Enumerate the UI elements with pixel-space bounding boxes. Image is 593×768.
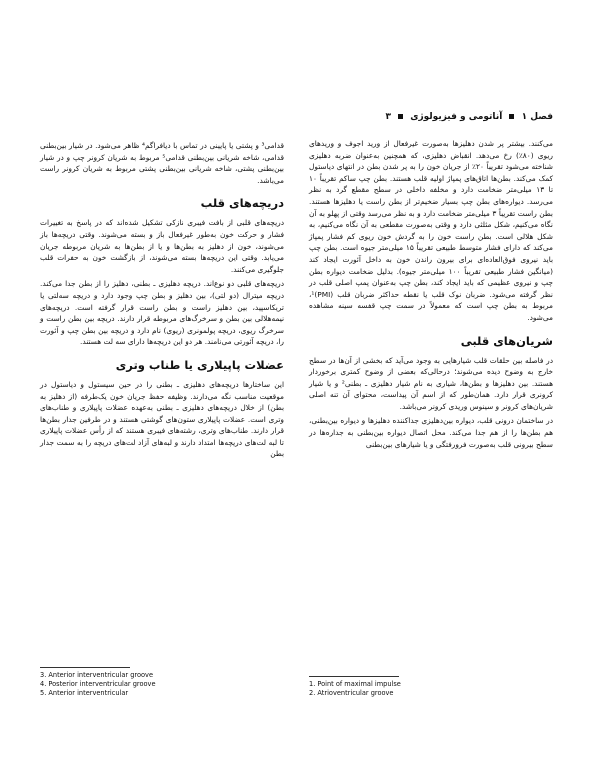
section-heading-papillary-muscles: عضلات پاپیلاری یا طناب وتری (115, 357, 284, 372)
footnote: 3. Anterior interventricular groove (40, 671, 153, 679)
bullet-square-icon (398, 114, 403, 119)
footnote: 4. Posterior interventricular groove (40, 680, 156, 688)
section-heading-valves: دریچه‌های قلب (200, 196, 284, 211)
paragraph: قدامی³ و پشتی یا پایینی در تماس با دیافراگم⁴ ظاهر می‌شود. در شیار بین‌بطنی قدامی، شاخه شریانی بین‌بطنی قدامی⁵ مربوط به شریان کرونر چپ و در شیار بین‌بطنی پشتی، شاخه شریانی بین‌بطنی پشتی مربوط به شریان کرونر راست می‌باشد. (40, 141, 284, 185)
footnote-rule (309, 676, 399, 677)
bullet-square-icon (509, 114, 514, 119)
page-number: ۳ (385, 112, 391, 122)
paragraph: این ساختارها دریچه‌های دهلیزی ـ بطنی را در حین سیستول و دیاستول در موقعیت مناسب نگه می‌دارند. وظیفه حفظ جریان خون یک‌طرفه (از دهلیز به بطن) از خلال دریچه‌های دهلیزی ـ بطنی به‌عهده عضلات پاپیلاری و طناب‌های وتری است. عضلات پاپیلاری ستون‌های گوشتی هستند و در طرفین جدار بطن‌ها قرار دارند. طناب‌های وتری، رشته‌های فیبری هستند که از رأس عضلات پاپیلاری تا لبه لت‌های دریچه‌ها امتداد دارند و لبه‌های آزاد لت‌های دریچه را به سمت جدار بطن (40, 379, 284, 459)
paragraph: در فاصله بین حلقات قلب شیارهایی به وجود می‌آید که بخشی از آن‌ها در سطح خارج به وضوح دیده می‌شوند؛ درحالی‌که بعضی از وضوح کمتری برخوردار هستند. بین دهلیزها و بطن‌ها، شیاری به نام شیار دهلیزی ـ بطنی² و یا شیار کرونری قرار دارد. همان‌طور که از اسم آن پیداست، محتوای آن تنه اصلی شریان‌های کرونر و سینوس وریدی کرونر می‌باشد. (309, 355, 553, 411)
footnote: 2. Atrioventricular groove (309, 689, 394, 697)
running-header (40, 112, 553, 128)
footnote-rule (40, 667, 130, 668)
right-column (309, 138, 553, 453)
chapter-label: فصل ۱ (521, 112, 553, 122)
footnote: 1. Point of maximal impulse (309, 680, 401, 688)
chapter-title: آناتومی و فیزیولوژی (410, 112, 503, 122)
paragraph: در ساختمان درونی قلب، دیواره بین‌دهلیزی جداکننده دهلیزها و دیواره بین‌بطنی، هم بطن‌ها را از هم جدا می‌کند. محل اتصال دیواره بین‌بطنی به جداره‌ها در سطح بیرونی قلب به‌صورت فرورفتگی و یا شیارهای بین‌بطنی (309, 416, 553, 449)
paragraph: دریچه‌های قلبی از بافت فیبری نازکی تشکیل شده‌اند که در پاسخ به تغییرات فشار و حرکت خون به‌طور غیرفعال باز و بسته می‌شوند. وقتی دریچه‌ها باز می‌شوند، خون از دهلیز به بطن‌ها و یا از بطن‌ها به شریان مربوطه جریان می‌یابد. وقتی این دریچه‌ها بسته می‌شوند، از بازگشت خون به حفرات قلب جلوگیری می‌کنند. (40, 218, 284, 274)
paragraph: می‌کنند. بیشتر پر شدن دهلیزها به‌صورت غیرفعال از ورید اجوف و وریدهای ریوی (۸۰٪) رخ می‌دهد. انقباض دهلیزی، که همچنین به‌عنوان ضربه دهلیزی شناخته می‌شود تقریباً ۲۰٪ از جریان خون را به پر شدن بطن در انتهای دیاستول کمک می‌کند. بطن‌ها اتاق‌های پمپاژ اولیه قلب هستند. بطن چپ ساکم تقریباً ۱۰ تا ۱۳ میلی‌متر ضخامت دارد و مخلفه داخلی در سطح مقطع گرد به نظر می‌رسد. دیواره‌های بطن چپ بسیار ضخیم‌تر از بطن راست یا دهلیزها هستند. بطن راست تقریباً ۳ میلی‌متر ضخامت دارد و به نظر می‌رسد وقتی از پهلو به آن نگاه می‌کنیم، شکل مثلثی دارد و وقتی به‌صورت مقطعی به آن نگاه می‌کنیم، به شکل هلالی است. بطن راست خون را به گردش خون ریوی کم فشار پمپاژ می‌کند که دارای فشار متوسط طبیعی تقریباً ۱۵ میلی‌متر جیوه است. بطن چپ باید نیروی فوق‌العاده‌ای برای بیرون راندن خون به داخل آئورت ایجاد کند (میانگین فشار طبیعی تقریباً ۱۰۰ میلی‌متر جیوه). بدلیل ضخامت دیواره بطن چپ و نیروی عظیمی که باید ایجاد کند، بطن چپ به‌عنوان پمپ اصلی قلب در نظر گرفته می‌شود. ضربان نوک قلب یا نقطه حداکثر ضربان قلب (PMI)¹، مربوط به بطن چپ است که معمولاً در سمت چپ قفسه سینه مشاهده می‌شود. (309, 139, 553, 322)
paragraph: دریچه‌های قلبی دو نوع‌اند. دریچه دهلیزی ـ بطنی، دهلیز را از بطن جدا می‌کند. دریچه میترال (دو لتی)، بین دهلیز و بطن چپ وجود دارد و دریچه سه‌لتی یا تریکاسپید، بین دهلیز راست و بطن راست قرار گرفته است. دریچه‌های نیمه‌هلالی بین بطن و سرخرگ‌های مربوطه قرار دارند. دریچه بین بطن راست و سرخرگ ریوی، دریچه پولمونری (ریوی) نام دارد و دریچه بین بطن چپ و آئورت را، دریچه آئورتی می‌نامند. هر دو این دریچه‌ها دارای سه لت هستند. (40, 279, 284, 347)
section-heading-arteries: شریان‌های قلبی (460, 333, 553, 348)
left-column (40, 140, 284, 463)
footnote: 5. Anterior interventricular (40, 689, 129, 697)
footnotes-right (309, 676, 553, 698)
footnotes-left (40, 667, 284, 698)
